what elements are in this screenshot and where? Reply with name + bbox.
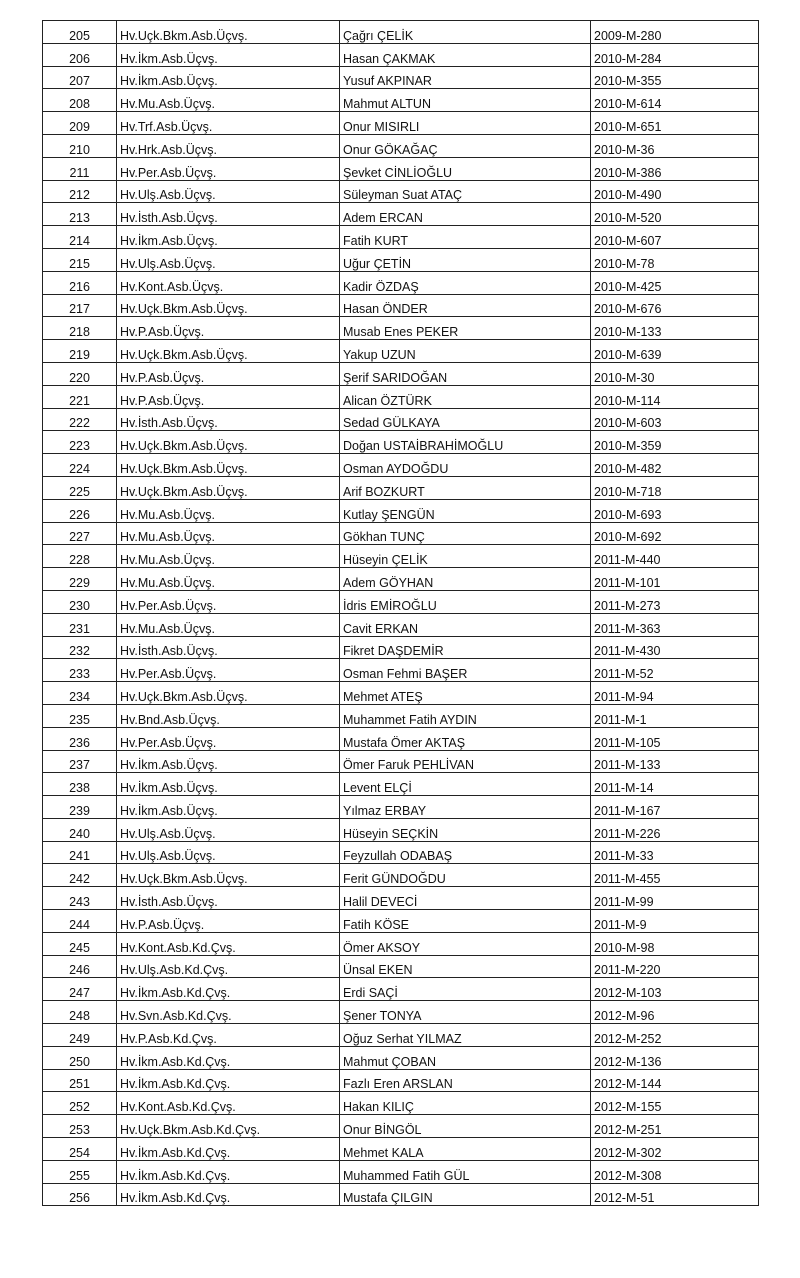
table-row — [43, 408, 759, 431]
table-row — [43, 704, 759, 727]
table-row — [43, 294, 759, 317]
person-name-cell: Fatih KURT — [340, 226, 591, 249]
registry-number-cell: 2010-M-359 — [591, 431, 759, 454]
person-name-cell: Onur GÖKAĞAÇ — [340, 134, 591, 157]
row-number: 243 — [43, 887, 117, 910]
unit-cell: Hv.İsth.Asb.Üçvş. — [117, 636, 340, 659]
row-number: 247 — [43, 978, 117, 1001]
row-number: 241 — [43, 841, 117, 864]
unit-cell: Hv.Per.Asb.Üçvş. — [117, 157, 340, 180]
person-name-cell: Çağrı ÇELİK — [340, 21, 591, 44]
person-name-cell: Fazlı Eren ARSLAN — [340, 1069, 591, 1092]
registry-number-cell: 2011-M-9 — [591, 910, 759, 933]
unit-cell: Hv.Hrk.Asb.Üçvş. — [117, 134, 340, 157]
registry-number-cell: 2010-M-386 — [591, 157, 759, 180]
registry-number-cell: 2012-M-136 — [591, 1046, 759, 1069]
row-number: 248 — [43, 1001, 117, 1024]
registry-number-cell: 2010-M-607 — [591, 226, 759, 249]
row-number: 245 — [43, 932, 117, 955]
table-row — [43, 750, 759, 773]
row-number: 235 — [43, 704, 117, 727]
row-number: 237 — [43, 750, 117, 773]
unit-cell: Hv.İkm.Asb.Kd.Çvş. — [117, 1160, 340, 1183]
table-row — [43, 910, 759, 933]
row-number: 206 — [43, 43, 117, 66]
row-number: 221 — [43, 385, 117, 408]
registry-number-cell: 2011-M-52 — [591, 659, 759, 682]
row-number: 220 — [43, 362, 117, 385]
person-name-cell: Fikret DAŞDEMİR — [340, 636, 591, 659]
registry-number-cell: 2012-M-302 — [591, 1138, 759, 1161]
table-row — [43, 271, 759, 294]
unit-cell: Hv.İkm.Asb.Kd.Çvş. — [117, 1183, 340, 1206]
row-number: 253 — [43, 1115, 117, 1138]
row-number: 255 — [43, 1160, 117, 1183]
registry-number-cell: 2012-M-251 — [591, 1115, 759, 1138]
table-row — [43, 818, 759, 841]
registry-number-cell: 2010-M-133 — [591, 317, 759, 340]
unit-cell: Hv.Per.Asb.Üçvş. — [117, 659, 340, 682]
roster-sheet — [42, 20, 759, 1206]
row-number: 252 — [43, 1092, 117, 1115]
registry-number-cell: 2010-M-98 — [591, 932, 759, 955]
row-number: 219 — [43, 340, 117, 363]
unit-cell: Hv.İkm.Asb.Üçvş. — [117, 773, 340, 796]
registry-number-cell: 2011-M-430 — [591, 636, 759, 659]
table-row — [43, 43, 759, 66]
person-name-cell: Kadir ÖZDAŞ — [340, 271, 591, 294]
registry-number-cell: 2010-M-36 — [591, 134, 759, 157]
table-row — [43, 1160, 759, 1183]
row-number: 210 — [43, 134, 117, 157]
unit-cell: Hv.Uçk.Bkm.Asb.Üçvş. — [117, 21, 340, 44]
unit-cell: Hv.P.Asb.Üçvş. — [117, 362, 340, 385]
table-row — [43, 522, 759, 545]
row-number: 227 — [43, 522, 117, 545]
person-name-cell: Feyzullah ODABAŞ — [340, 841, 591, 864]
registry-number-cell: 2010-M-114 — [591, 385, 759, 408]
registry-number-cell: 2011-M-101 — [591, 568, 759, 591]
person-name-cell: Fatih KÖSE — [340, 910, 591, 933]
registry-number-cell: 2011-M-273 — [591, 590, 759, 613]
unit-cell: Hv.P.Asb.Üçvş. — [117, 317, 340, 340]
person-name-cell: Kutlay ŞENGÜN — [340, 499, 591, 522]
row-number: 205 — [43, 21, 117, 44]
unit-cell: Hv.Ulş.Asb.Üçvş. — [117, 180, 340, 203]
unit-cell: Hv.Kont.Asb.Üçvş. — [117, 271, 340, 294]
unit-cell: Hv.Uçk.Bkm.Asb.Üçvş. — [117, 431, 340, 454]
registry-number-cell: 2011-M-14 — [591, 773, 759, 796]
person-name-cell: Levent ELÇİ — [340, 773, 591, 796]
registry-number-cell: 2011-M-167 — [591, 796, 759, 819]
table-row — [43, 864, 759, 887]
person-name-cell: Yılmaz ERBAY — [340, 796, 591, 819]
row-number: 215 — [43, 248, 117, 271]
person-name-cell: Doğan USTAİBRAHİMOĞLU — [340, 431, 591, 454]
registry-number-cell: 2010-M-651 — [591, 112, 759, 135]
row-number: 254 — [43, 1138, 117, 1161]
person-name-cell: Mehmet KALA — [340, 1138, 591, 1161]
registry-number-cell: 2010-M-355 — [591, 66, 759, 89]
table-row — [43, 590, 759, 613]
registry-number-cell: 2011-M-363 — [591, 613, 759, 636]
table-row — [43, 476, 759, 499]
person-name-cell: Arif BOZKURT — [340, 476, 591, 499]
unit-cell: Hv.Kont.Asb.Kd.Çvş. — [117, 932, 340, 955]
unit-cell: Hv.İsth.Asb.Üçvş. — [117, 203, 340, 226]
person-name-cell: Oğuz Serhat YILMAZ — [340, 1024, 591, 1047]
row-number: 251 — [43, 1069, 117, 1092]
row-number: 249 — [43, 1024, 117, 1047]
unit-cell: Hv.İkm.Asb.Üçvş. — [117, 43, 340, 66]
row-number: 242 — [43, 864, 117, 887]
unit-cell: Hv.Trf.Asb.Üçvş. — [117, 112, 340, 135]
unit-cell: Hv.Uçk.Bkm.Asb.Üçvş. — [117, 340, 340, 363]
row-number: 233 — [43, 659, 117, 682]
table-row — [43, 932, 759, 955]
table-row — [43, 112, 759, 135]
roster-table — [42, 20, 759, 1206]
person-name-cell: Hüseyin SEÇKİN — [340, 818, 591, 841]
person-name-cell: Osman AYDOĞDU — [340, 454, 591, 477]
table-row — [43, 340, 759, 363]
registry-number-cell: 2012-M-144 — [591, 1069, 759, 1092]
table-row — [43, 226, 759, 249]
row-number: 228 — [43, 545, 117, 568]
table-row — [43, 978, 759, 1001]
person-name-cell: Süleyman Suat ATAÇ — [340, 180, 591, 203]
roster-body — [43, 21, 759, 1206]
table-row — [43, 1183, 759, 1206]
row-number: 246 — [43, 955, 117, 978]
row-number: 239 — [43, 796, 117, 819]
row-number: 238 — [43, 773, 117, 796]
unit-cell: Hv.P.Asb.Üçvş. — [117, 385, 340, 408]
registry-number-cell: 2010-M-482 — [591, 454, 759, 477]
row-number: 212 — [43, 180, 117, 203]
unit-cell: Hv.İkm.Asb.Kd.Çvş. — [117, 1138, 340, 1161]
person-name-cell: Şerif SARIDOĞAN — [340, 362, 591, 385]
unit-cell: Hv.Ulş.Asb.Üçvş. — [117, 841, 340, 864]
person-name-cell: Yusuf AKPINAR — [340, 66, 591, 89]
registry-number-cell: 2010-M-603 — [591, 408, 759, 431]
person-name-cell: Mehmet ATEŞ — [340, 682, 591, 705]
registry-number-cell: 2011-M-220 — [591, 955, 759, 978]
row-number: 234 — [43, 682, 117, 705]
table-row — [43, 841, 759, 864]
unit-cell: Hv.İkm.Asb.Kd.Çvş. — [117, 978, 340, 1001]
unit-cell: Hv.P.Asb.Kd.Çvş. — [117, 1024, 340, 1047]
table-row — [43, 1092, 759, 1115]
unit-cell: Hv.İkm.Asb.Üçvş. — [117, 226, 340, 249]
unit-cell: Hv.Uçk.Bkm.Asb.Üçvş. — [117, 476, 340, 499]
registry-number-cell: 2010-M-639 — [591, 340, 759, 363]
table-row — [43, 431, 759, 454]
table-row — [43, 180, 759, 203]
row-number: 224 — [43, 454, 117, 477]
person-name-cell: Osman Fehmi BAŞER — [340, 659, 591, 682]
registry-number-cell: 2010-M-718 — [591, 476, 759, 499]
row-number: 217 — [43, 294, 117, 317]
person-name-cell: Alican ÖZTÜRK — [340, 385, 591, 408]
unit-cell: Hv.Uçk.Bkm.Asb.Kd.Çvş. — [117, 1115, 340, 1138]
table-row — [43, 796, 759, 819]
unit-cell: Hv.Ulş.Asb.Üçvş. — [117, 818, 340, 841]
table-row — [43, 1138, 759, 1161]
unit-cell: Hv.İsth.Asb.Üçvş. — [117, 408, 340, 431]
registry-number-cell: 2009-M-280 — [591, 21, 759, 44]
row-number: 209 — [43, 112, 117, 135]
table-row — [43, 568, 759, 591]
person-name-cell: Uğur ÇETİN — [340, 248, 591, 271]
row-number: 240 — [43, 818, 117, 841]
registry-number-cell: 2011-M-1 — [591, 704, 759, 727]
person-name-cell: Musab Enes PEKER — [340, 317, 591, 340]
person-name-cell: Adem GÖYHAN — [340, 568, 591, 591]
row-number: 232 — [43, 636, 117, 659]
row-number: 226 — [43, 499, 117, 522]
row-number: 211 — [43, 157, 117, 180]
registry-number-cell: 2010-M-284 — [591, 43, 759, 66]
person-name-cell: Ünsal EKEN — [340, 955, 591, 978]
unit-cell: Hv.Uçk.Bkm.Asb.Üçvş. — [117, 454, 340, 477]
unit-cell: Hv.İsth.Asb.Üçvş. — [117, 887, 340, 910]
person-name-cell: Mustafa ÇILGIN — [340, 1183, 591, 1206]
unit-cell: Hv.Kont.Asb.Kd.Çvş. — [117, 1092, 340, 1115]
table-row — [43, 1024, 759, 1047]
unit-cell: Hv.İkm.Asb.Üçvş. — [117, 796, 340, 819]
row-number: 208 — [43, 89, 117, 112]
person-name-cell: Ömer Faruk PEHLİVAN — [340, 750, 591, 773]
registry-number-cell: 2010-M-676 — [591, 294, 759, 317]
person-name-cell: Hakan KILIÇ — [340, 1092, 591, 1115]
person-name-cell: Halil DEVECİ — [340, 887, 591, 910]
table-row — [43, 1115, 759, 1138]
row-number: 216 — [43, 271, 117, 294]
table-row — [43, 955, 759, 978]
table-row — [43, 89, 759, 112]
unit-cell: Hv.P.Asb.Üçvş. — [117, 910, 340, 933]
table-row — [43, 134, 759, 157]
table-row — [43, 545, 759, 568]
registry-number-cell: 2010-M-425 — [591, 271, 759, 294]
registry-number-cell: 2012-M-252 — [591, 1024, 759, 1047]
person-name-cell: Yakup UZUN — [340, 340, 591, 363]
registry-number-cell: 2011-M-99 — [591, 887, 759, 910]
row-number: 231 — [43, 613, 117, 636]
table-row — [43, 248, 759, 271]
row-number: 213 — [43, 203, 117, 226]
person-name-cell: Şevket CİNLİOĞLU — [340, 157, 591, 180]
table-row — [43, 454, 759, 477]
row-number: 250 — [43, 1046, 117, 1069]
person-name-cell: Sedad GÜLKAYA — [340, 408, 591, 431]
row-number: 223 — [43, 431, 117, 454]
unit-cell: Hv.Svn.Asb.Kd.Çvş. — [117, 1001, 340, 1024]
registry-number-cell: 2012-M-308 — [591, 1160, 759, 1183]
person-name-cell: Mahmut ÇOBAN — [340, 1046, 591, 1069]
person-name-cell: Onur MISIRLI — [340, 112, 591, 135]
table-row — [43, 1046, 759, 1069]
registry-number-cell: 2010-M-78 — [591, 248, 759, 271]
unit-cell: Hv.İkm.Asb.Üçvş. — [117, 66, 340, 89]
person-name-cell: Ferit GÜNDOĞDU — [340, 864, 591, 887]
row-number: 225 — [43, 476, 117, 499]
table-row — [43, 1001, 759, 1024]
registry-number-cell: 2010-M-692 — [591, 522, 759, 545]
row-number: 236 — [43, 727, 117, 750]
registry-number-cell: 2011-M-133 — [591, 750, 759, 773]
table-row — [43, 727, 759, 750]
registry-number-cell: 2011-M-226 — [591, 818, 759, 841]
row-number: 207 — [43, 66, 117, 89]
registry-number-cell: 2012-M-103 — [591, 978, 759, 1001]
table-row — [43, 773, 759, 796]
registry-number-cell: 2010-M-30 — [591, 362, 759, 385]
registry-number-cell: 2011-M-33 — [591, 841, 759, 864]
person-name-cell: Hüseyin ÇELİK — [340, 545, 591, 568]
person-name-cell: Gökhan TUNÇ — [340, 522, 591, 545]
unit-cell: Hv.Per.Asb.Üçvş. — [117, 590, 340, 613]
row-number: 222 — [43, 408, 117, 431]
unit-cell: Hv.Ulş.Asb.Kd.Çvş. — [117, 955, 340, 978]
unit-cell: Hv.Mu.Asb.Üçvş. — [117, 545, 340, 568]
table-row — [43, 362, 759, 385]
table-row — [43, 1069, 759, 1092]
unit-cell: Hv.Mu.Asb.Üçvş. — [117, 89, 340, 112]
table-row — [43, 203, 759, 226]
registry-number-cell: 2010-M-520 — [591, 203, 759, 226]
table-row — [43, 385, 759, 408]
unit-cell: Hv.Uçk.Bkm.Asb.Üçvş. — [117, 682, 340, 705]
unit-cell: Hv.Bnd.Asb.Üçvş. — [117, 704, 340, 727]
table-row — [43, 21, 759, 44]
person-name-cell: Ömer AKSOY — [340, 932, 591, 955]
row-number: 214 — [43, 226, 117, 249]
row-number: 256 — [43, 1183, 117, 1206]
unit-cell: Hv.Uçk.Bkm.Asb.Üçvş. — [117, 864, 340, 887]
person-name-cell: Erdi SAÇİ — [340, 978, 591, 1001]
registry-number-cell: 2012-M-96 — [591, 1001, 759, 1024]
person-name-cell: Muhammed Fatih GÜL — [340, 1160, 591, 1183]
table-row — [43, 613, 759, 636]
registry-number-cell: 2010-M-614 — [591, 89, 759, 112]
unit-cell: Hv.İkm.Asb.Kd.Çvş. — [117, 1069, 340, 1092]
row-number: 229 — [43, 568, 117, 591]
table-row — [43, 636, 759, 659]
table-row — [43, 682, 759, 705]
person-name-cell: Mahmut ALTUN — [340, 89, 591, 112]
unit-cell: Hv.Mu.Asb.Üçvş. — [117, 522, 340, 545]
unit-cell: Hv.Mu.Asb.Üçvş. — [117, 499, 340, 522]
person-name-cell: Muhammet Fatih AYDIN — [340, 704, 591, 727]
registry-number-cell: 2012-M-51 — [591, 1183, 759, 1206]
registry-number-cell: 2012-M-155 — [591, 1092, 759, 1115]
unit-cell: Hv.İkm.Asb.Kd.Çvş. — [117, 1046, 340, 1069]
registry-number-cell: 2011-M-440 — [591, 545, 759, 568]
unit-cell: Hv.Uçk.Bkm.Asb.Üçvş. — [117, 294, 340, 317]
person-name-cell: Adem ERCAN — [340, 203, 591, 226]
registry-number-cell: 2011-M-105 — [591, 727, 759, 750]
table-row — [43, 317, 759, 340]
unit-cell: Hv.Mu.Asb.Üçvş. — [117, 613, 340, 636]
person-name-cell: Hasan ÇAKMAK — [340, 43, 591, 66]
row-number: 244 — [43, 910, 117, 933]
person-name-cell: İdris EMİROĞLU — [340, 590, 591, 613]
person-name-cell: Mustafa Ömer AKTAŞ — [340, 727, 591, 750]
person-name-cell: Cavit ERKAN — [340, 613, 591, 636]
unit-cell: Hv.Mu.Asb.Üçvş. — [117, 568, 340, 591]
person-name-cell: Şener TONYA — [340, 1001, 591, 1024]
row-number: 218 — [43, 317, 117, 340]
registry-number-cell: 2011-M-94 — [591, 682, 759, 705]
table-row — [43, 887, 759, 910]
unit-cell: Hv.Per.Asb.Üçvş. — [117, 727, 340, 750]
registry-number-cell: 2010-M-693 — [591, 499, 759, 522]
person-name-cell: Onur BİNGÖL — [340, 1115, 591, 1138]
table-row — [43, 157, 759, 180]
unit-cell: Hv.İkm.Asb.Üçvş. — [117, 750, 340, 773]
table-row — [43, 66, 759, 89]
row-number: 230 — [43, 590, 117, 613]
registry-number-cell: 2011-M-455 — [591, 864, 759, 887]
person-name-cell: Hasan ÖNDER — [340, 294, 591, 317]
registry-number-cell: 2010-M-490 — [591, 180, 759, 203]
table-row — [43, 499, 759, 522]
table-row — [43, 659, 759, 682]
unit-cell: Hv.Ulş.Asb.Üçvş. — [117, 248, 340, 271]
